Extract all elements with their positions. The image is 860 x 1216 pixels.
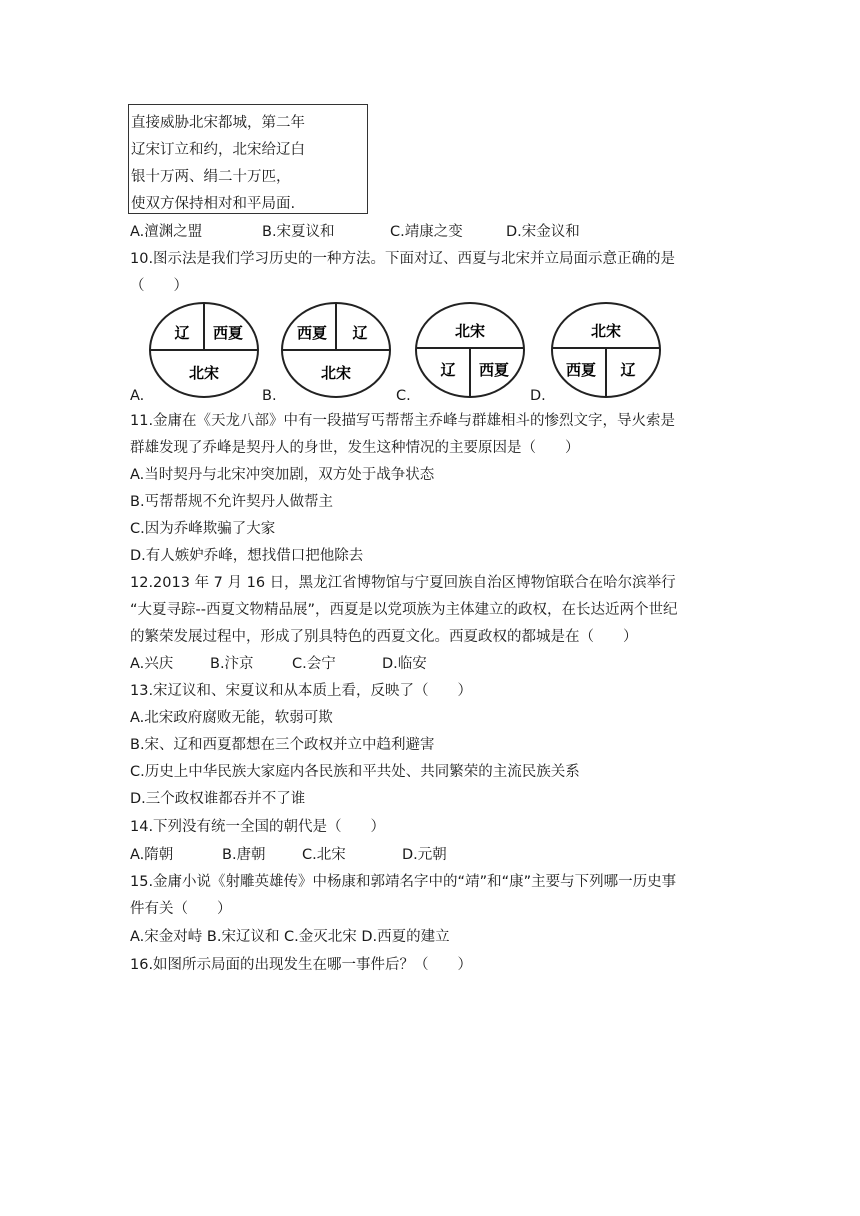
excerpt-line: 使双方保持相对和平局面. xyxy=(131,196,296,212)
q11-stem-line2: 群雄发现了乔峰是契丹人的身世，发生这种情况的主要原因是（ ） xyxy=(130,440,580,456)
excerpt-line: 辽宋订立和约，北宋给辽白 xyxy=(131,142,305,158)
diagram-b xyxy=(280,300,392,400)
diagram-a-letter: A. xyxy=(130,388,145,404)
q14-option-d: D.元朝 xyxy=(402,847,447,863)
q15-stem-line2: 件有关（ ） xyxy=(130,901,232,917)
diagram-b-label: 北宋 xyxy=(320,364,352,382)
q9-option-a: A.澶渊之盟 xyxy=(130,224,203,240)
q9-option-c: C.靖康之变 xyxy=(390,224,463,240)
q10-stem-line1: 10.图示法是我们学习历史的一种方法。下面对辽、西夏与北宋并立局面示意正确的是 xyxy=(130,251,676,267)
q9-option-b: B.宋夏议和 xyxy=(262,224,335,240)
q14-option-c: C.北宋 xyxy=(302,847,346,863)
q11-stem-line1: 11.金庸在《天龙八部》中有一段描写丐帮帮主乔峰与群雄相斗的惨烈文字，导火索是 xyxy=(130,413,676,429)
q14-option-b: B.唐朝 xyxy=(222,847,266,863)
q13-option-d: D.三个政权谁都吞并不了谁 xyxy=(130,791,306,807)
q12-option-b: B.汴京 xyxy=(210,656,254,672)
excerpt-line: 银十万两、绢二十万匹， xyxy=(131,169,291,185)
q13-option-b: B.宋、辽和西夏都想在三个政权并立中趋利避害 xyxy=(130,737,435,753)
q12-option-d: D.临安 xyxy=(382,656,427,672)
diagram-a-label: 北宋 xyxy=(188,364,220,382)
q15-options: A.宋金对峙 B.宋辽议和 C.金灭北宋 D.西夏的建立 xyxy=(130,929,450,945)
q10-stem-line2: （ ） xyxy=(130,278,188,294)
q14-option-a: A.隋朝 xyxy=(130,847,174,863)
q14-stem: 14.下列没有统一全国的朝代是（ ） xyxy=(130,819,386,835)
q16-stem: 16.如图所示局面的出现发生在哪一事件后？（ ） xyxy=(130,957,473,973)
q12-stem-line3: 的繁荣发展过程中，形成了别具特色的西夏文化。西夏政权的都城是在（ ） xyxy=(130,629,638,645)
q12-stem-line2: “大夏寻踪--西夏文物精品展”，西夏是以党项族为主体建立的政权，在长达近两个世纪 xyxy=(130,602,678,618)
q12-option-c: C.会宁 xyxy=(292,656,336,672)
diagram-d-label: 西夏 xyxy=(565,361,597,379)
q11-option-d: D.有人嫉妒乔峰，想找借口把他除去 xyxy=(130,548,364,564)
diagram-d-letter: D. xyxy=(530,388,546,404)
q11-option-b: B.丐帮帮规不允许契丹人做帮主 xyxy=(130,494,334,510)
excerpt-box xyxy=(128,104,368,214)
diagram-a xyxy=(148,300,260,400)
q12-option-a: A.兴庆 xyxy=(130,656,174,672)
diagram-d xyxy=(550,300,662,400)
diagram-a-label: 西夏 xyxy=(212,324,244,342)
excerpt-line: 直接威胁北宋都城，第二年 xyxy=(131,115,305,131)
diagram-c-label: 辽 xyxy=(440,361,456,379)
diagram-d-label: 辽 xyxy=(620,361,636,379)
q11-option-c: C.因为乔峰欺骗了大家 xyxy=(130,521,276,537)
q11-option-a: A.当时契丹与北宋冲突加剧，双方处于战争状态 xyxy=(130,467,435,483)
q9-option-d: D.宋金议和 xyxy=(506,224,580,240)
diagram-b-letter: B. xyxy=(262,388,277,404)
q15-stem-line1: 15.金庸小说《射雕英雄传》中杨康和郭靖名字中的“靖”和“康”主要与下列哪一历史事 xyxy=(130,874,677,890)
diagram-a-label: 辽 xyxy=(174,324,190,342)
diagram-c-label: 西夏 xyxy=(478,361,510,379)
q12-stem-line1: 12.2013 年 7 月 16 日，黑龙江省博物馆与宁夏回族自治区博物馆联合在哈尔滨举行 xyxy=(130,575,676,591)
diagram-d-label: 北宋 xyxy=(590,322,622,340)
diagram-c-label: 北宋 xyxy=(454,322,486,340)
q13-option-c: C.历史上中华民族大家庭内各民族和平共处、共同繁荣的主流民族关系 xyxy=(130,764,580,780)
diagram-b-label: 西夏 xyxy=(296,324,328,342)
diagram-c xyxy=(414,300,526,400)
diagram-c-letter: C. xyxy=(396,388,411,404)
q13-option-a: A.北宋政府腐败无能，软弱可欺 xyxy=(130,710,333,726)
diagram-b-label: 辽 xyxy=(352,324,368,342)
q13-stem: 13.宋辽议和、宋夏议和从本质上看，反映了（ ） xyxy=(130,683,473,699)
